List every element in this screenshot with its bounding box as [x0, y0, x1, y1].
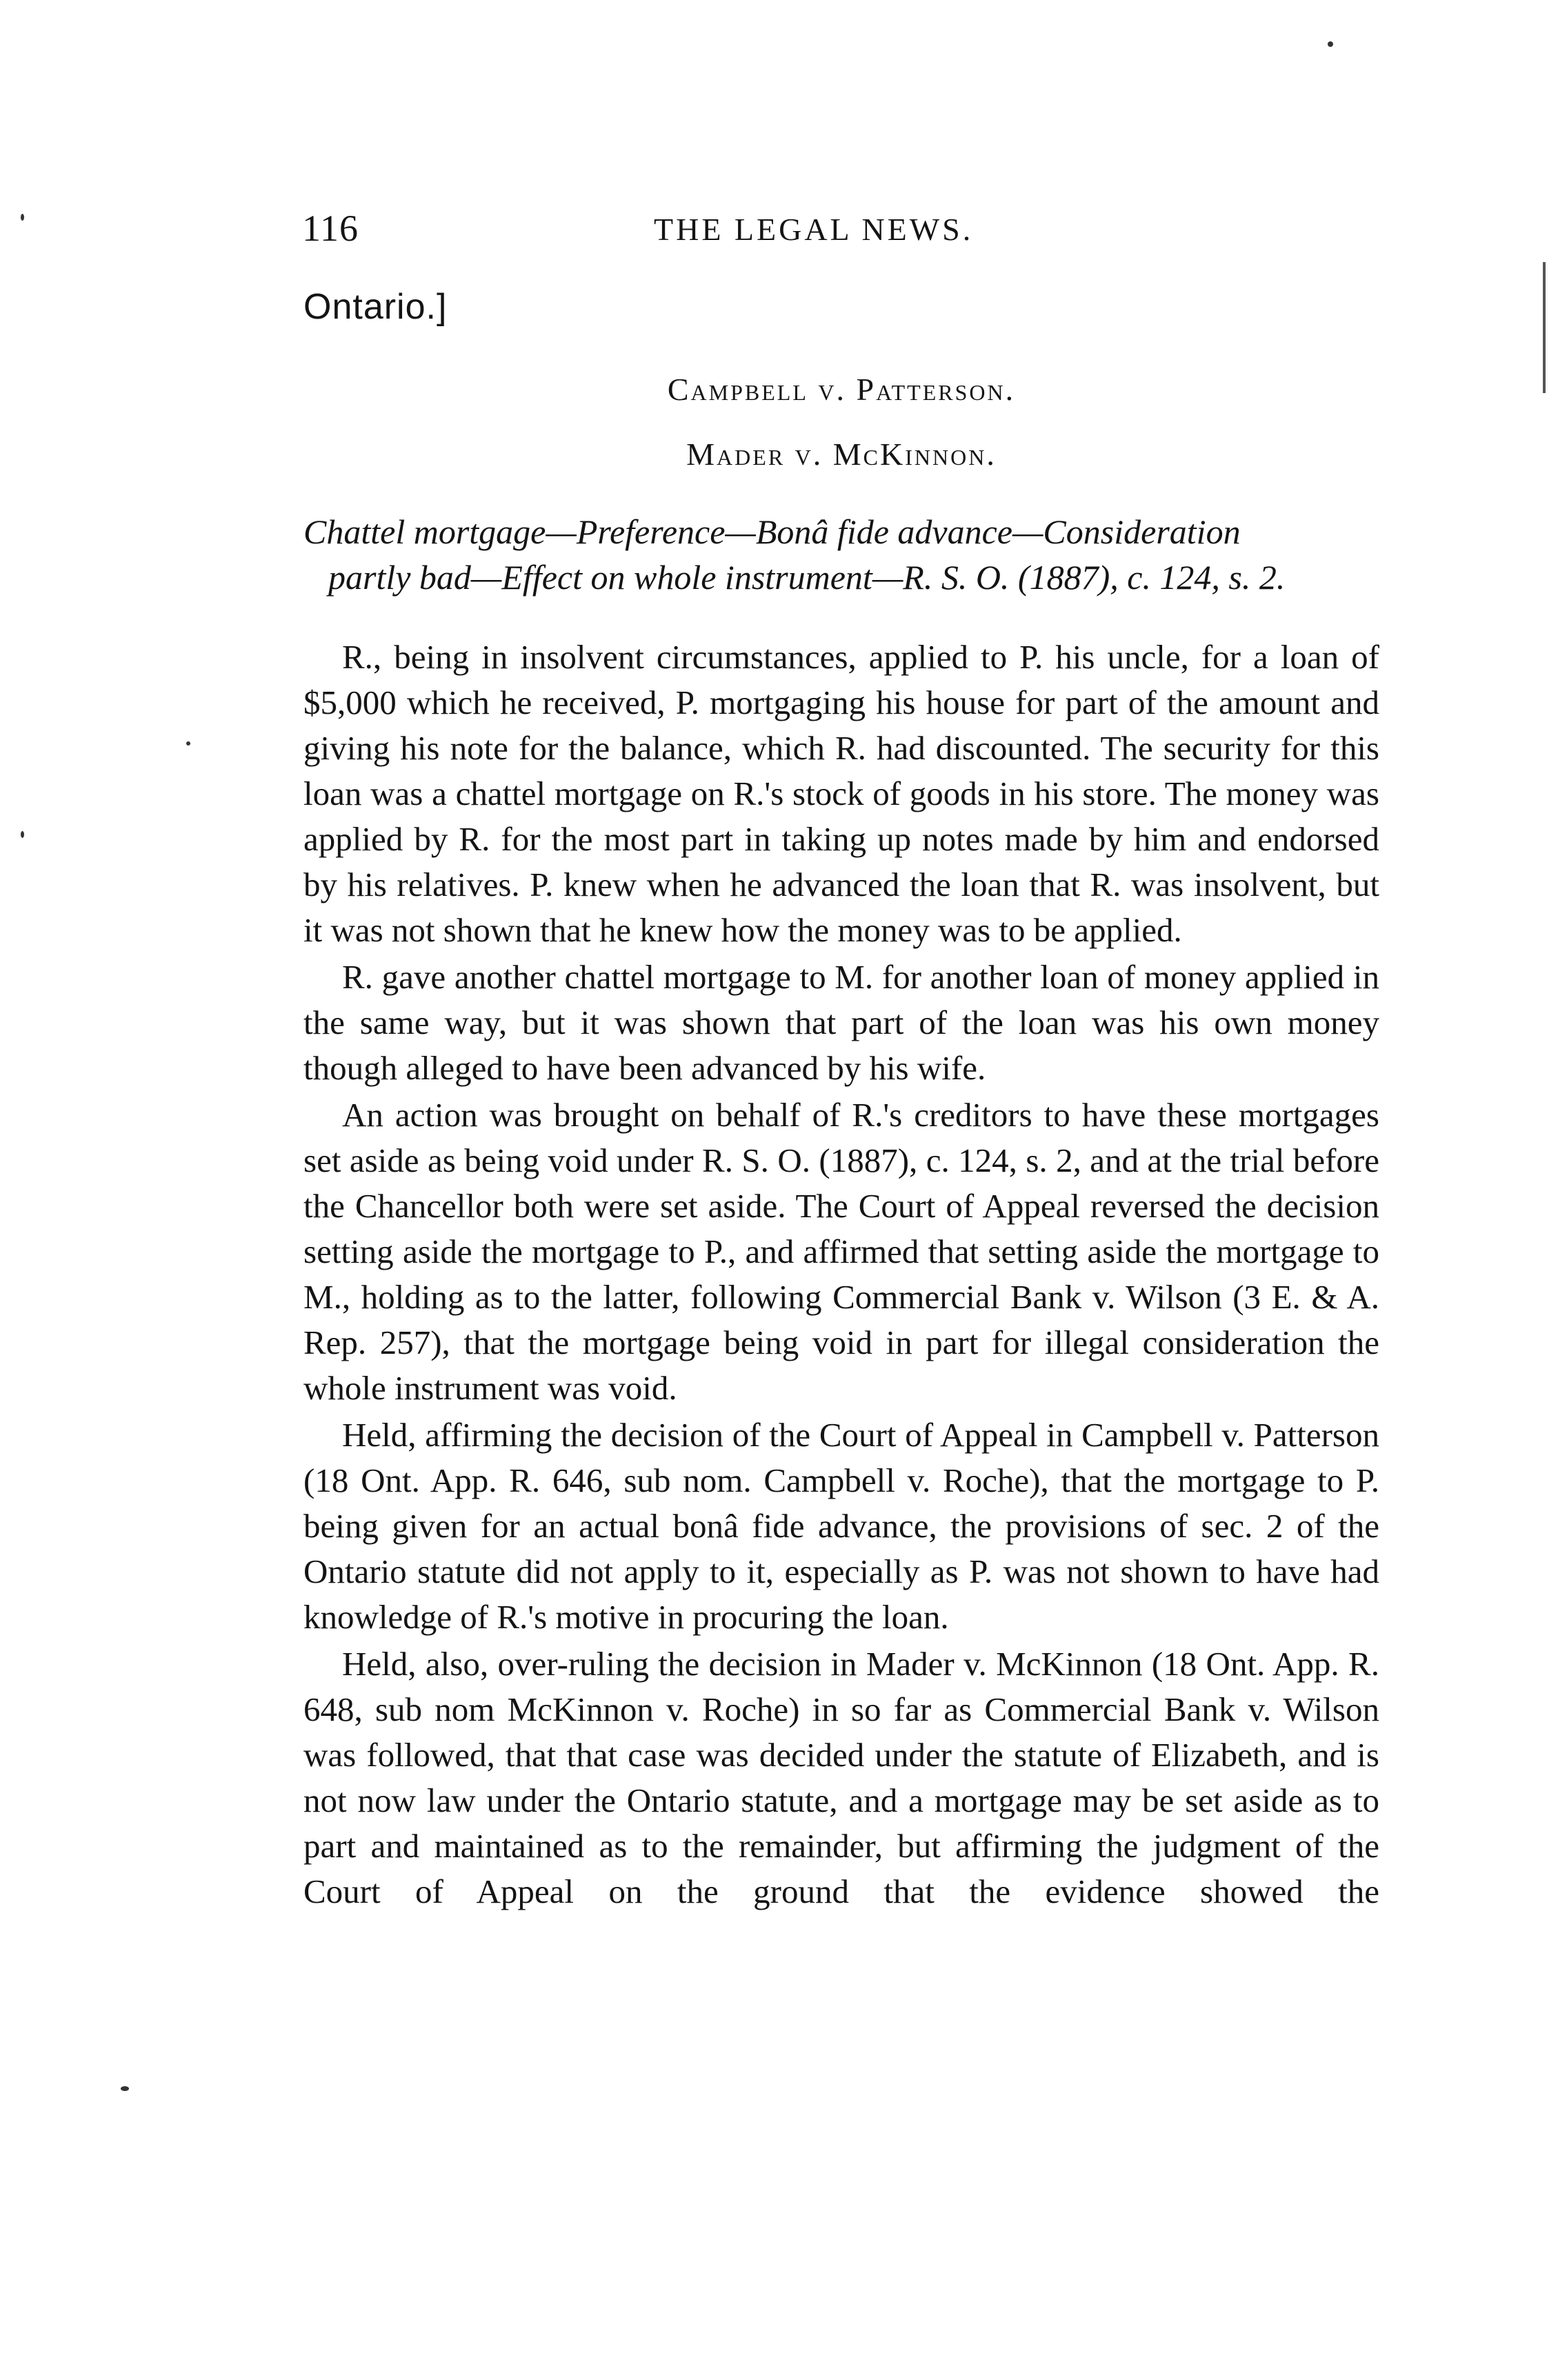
scan-speck — [121, 2086, 129, 2091]
body-paragraph: An action was brought on behalf of R.'s creditors to have these mortgages set aside as being void under R. S. O. (1887), c. 124, s. 2, and at the trial before the Chancellor both were set aside. The Court of Appeal reversed the decision setting aside the mortgage to P., and affirmed that setting aside the mortgage to M., holding as to the latter, following Commercial Bank v. Wilson (3 E. & A. Rep. 257), that the mortgage being void in part for illegal consideration the whole instrument was void. — [303, 1096, 1379, 1407]
case-body — [303, 634, 1379, 1916]
jurisdiction-label: Ontario.] — [303, 287, 448, 327]
body-paragraph: Held, also, over-ruling the decision in Mader v. McKinnon (18 Ont. App. R. 648, sub nom McKinnon v. Roche) in so far as Commercial Bank v. Wilson was followed, that that case was decided under the statute of Elizabeth, and is not now law under the Ontario statute, and a mortgage may be set aside as to part and maintained as to the remainder, but affirming the judgment of the Court of Appeal on the ground that the evidence showed the — [303, 1645, 1379, 1910]
case-title: Campbell v. Patterson. — [667, 372, 1016, 407]
headnote-line: partly bad—Effect on whole instrument—R. S. O. (1887), c. 124, s. 2. — [328, 558, 1286, 597]
scan-speck — [1328, 41, 1333, 47]
scan-speck — [186, 741, 190, 746]
page-header — [302, 207, 1378, 262]
scan-edge-line — [1543, 262, 1546, 393]
headnote — [303, 509, 1379, 600]
scan-speck — [21, 214, 24, 221]
body-paragraph: R. gave another chattel mortgage to M. for another loan of money applied in the same way, but it was shown that part of the loan was his own money though alleged to have been advanced by his wife. — [303, 958, 1379, 1087]
body-paragraph: Held, affirming the decision of the Court of Appeal in Campbell v. Patterson (18 Ont. App. R. 646, sub nom. Campbell v. Roche), that the mortgage to P. being given for an actual bonâ fide advance, the provisions of sec. 2 of the Ontario statute did not apply to it, especially as P. was not shown to have had knowledge of R.'s motive in procuring the loan. — [303, 1416, 1379, 1636]
case-title: Mader v. McKinnon. — [686, 437, 997, 472]
scan-speck — [21, 831, 24, 838]
body-paragraph: R., being in insolvent circumstances, applied to P. his uncle, for a loan of $5,000 which he received, P. mortgaging his house for part of the amount and giving his note for the balance, which R. had discounted. The security for this loan was a chattel mortgage on R.'s stock of goods in his store. The money was applied by R. for the most part in taking up notes made by him and endorsed by his relatives. P. knew when he advanced the loan that R. was insolvent, but it was not shown that he knew how the money was to be applied. — [303, 638, 1379, 949]
running-head: THE LEGAL NEWS. — [654, 212, 974, 247]
headnote-line: Chattel mortgage—Preference—Bonâ fide advance—Consideration — [303, 512, 1241, 551]
page-number: 116 — [302, 208, 359, 249]
